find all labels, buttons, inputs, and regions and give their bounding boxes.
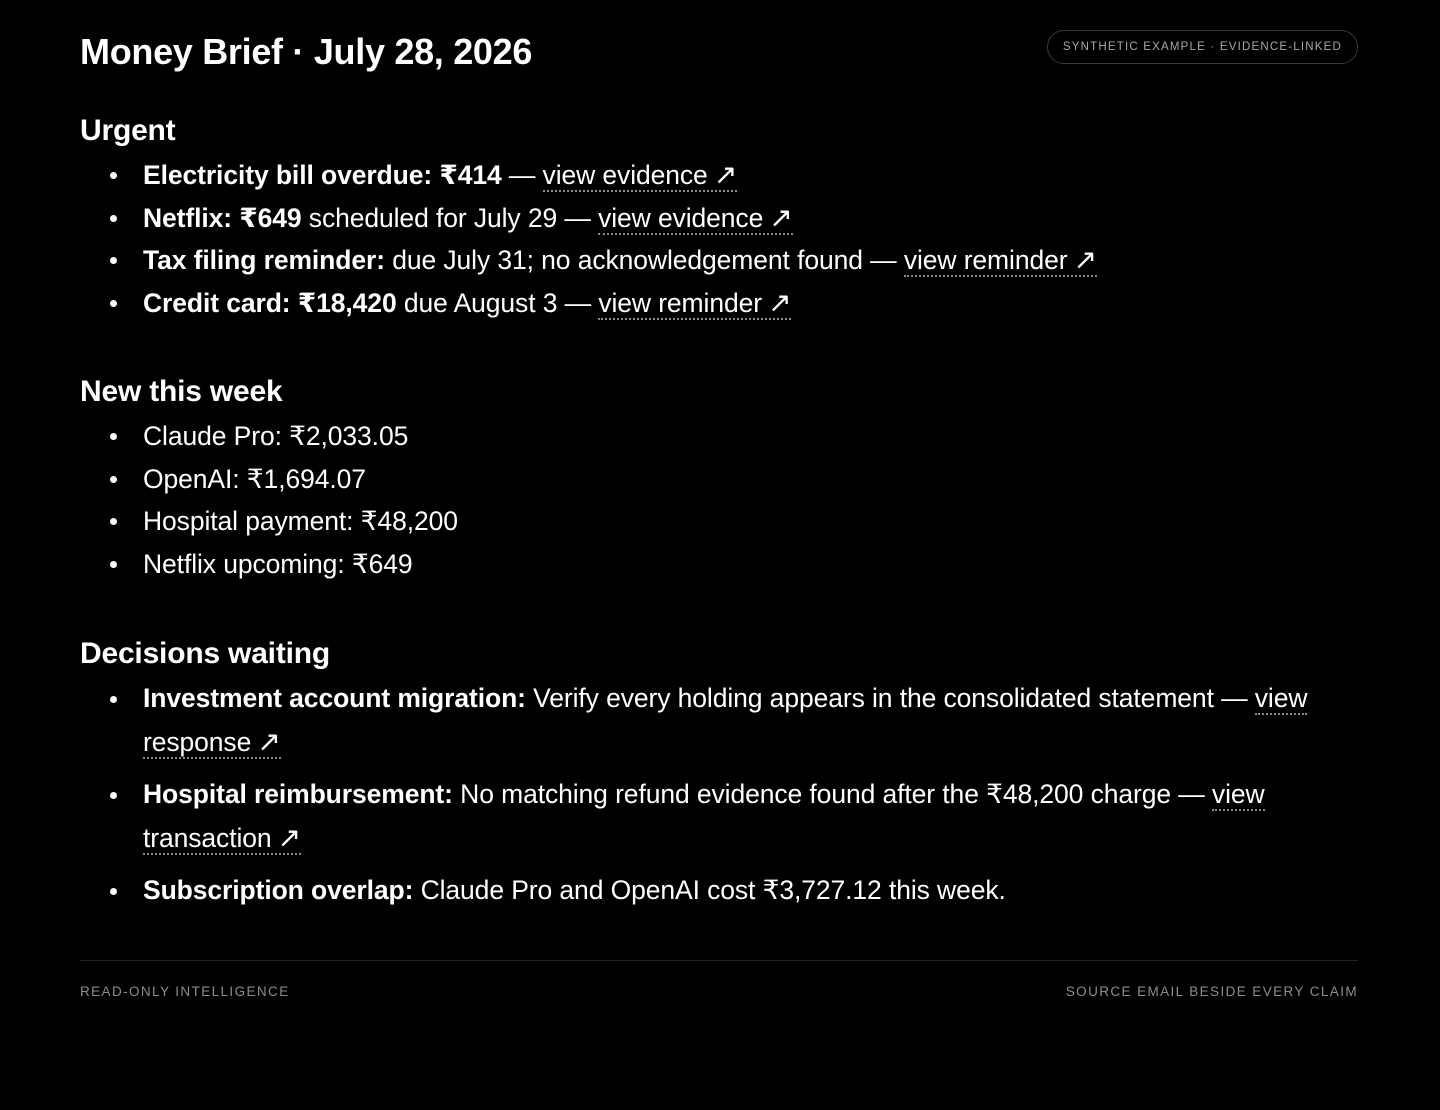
money-brief-page bbox=[80, 0, 1358, 110]
link-label[interactable]: view response bbox=[143, 683, 1308, 757]
item-text: — bbox=[501, 160, 543, 190]
external-link-icon[interactable]: ↗ bbox=[277, 822, 301, 853]
new-this-week-list bbox=[80, 415, 1358, 585]
section-heading-urgent-visible: Urgent bbox=[80, 114, 176, 147]
item-label: Tax filing reminder: bbox=[143, 245, 385, 275]
footer-source-note: SOURCE EMAIL BESIDE EVERY CLAIM bbox=[1065, 984, 1358, 999]
page-footer bbox=[80, 960, 1358, 1021]
link-label[interactable]: view reminder bbox=[903, 245, 1068, 275]
brief-header bbox=[80, 0, 1358, 110]
view-evidence-link[interactable] bbox=[598, 203, 793, 235]
list-item bbox=[80, 773, 1358, 860]
item-text: No matching refund evidence found after the ₹48,200 charge — bbox=[452, 779, 1212, 809]
item-label: Netflix: ₹649 bbox=[143, 202, 302, 233]
item-label: Electricity bill overdue: ₹414 bbox=[143, 160, 502, 190]
synthetic-example-badge: SYNTHETIC EXAMPLE · EVIDENCE-LINKED bbox=[1047, 30, 1358, 64]
list-item bbox=[80, 154, 1358, 197]
view-reminder-link[interactable] bbox=[904, 245, 1097, 277]
list-item: Claude Pro: ₹2,033.05 bbox=[80, 415, 1358, 458]
decisions-list bbox=[80, 677, 1358, 912]
list-item bbox=[80, 239, 1358, 282]
new-this-week-block bbox=[80, 372, 1358, 585]
item-text: due August 3 — bbox=[396, 287, 599, 318]
list-item bbox=[80, 869, 1358, 912]
item-label: Credit card: ₹18,420 bbox=[143, 287, 397, 318]
link-label[interactable]: view reminder bbox=[598, 287, 762, 318]
view-reminder-link[interactable] bbox=[598, 288, 791, 320]
list-item bbox=[80, 282, 1358, 325]
page-title: Money Brief · July 28, 2026 bbox=[80, 31, 533, 72]
item-text: Verify every holding appears in the consolidated statement — bbox=[525, 683, 1255, 713]
item-text: Claude Pro and OpenAI cost ₹3,727.12 this week. bbox=[413, 875, 1006, 905]
item-label: Hospital reimbursement: bbox=[143, 779, 453, 809]
link-label[interactable]: view evidence bbox=[598, 202, 764, 233]
list-item bbox=[80, 197, 1358, 240]
external-link-icon[interactable]: ↗ bbox=[767, 286, 792, 318]
link-label[interactable]: view evidence bbox=[542, 160, 708, 190]
list-item: OpenAI: ₹1,694.07 bbox=[80, 458, 1358, 501]
item-text: due July 31; no acknowledgement found — bbox=[384, 245, 904, 275]
external-link-icon[interactable]: ↗ bbox=[713, 159, 738, 190]
list-item: Hospital payment: ₹48,200 bbox=[80, 500, 1358, 543]
list-item: Netflix upcoming: ₹649 bbox=[80, 543, 1358, 586]
item-text: scheduled for July 29 — bbox=[301, 202, 599, 233]
list-item bbox=[80, 677, 1358, 764]
footer-read-only-note: READ-ONLY INTELLIGENCE bbox=[80, 984, 290, 999]
external-link-icon[interactable]: ↗ bbox=[769, 201, 793, 233]
external-link-icon[interactable]: ↗ bbox=[257, 726, 281, 757]
urgent-list bbox=[80, 154, 1358, 324]
link-label[interactable]: view transaction bbox=[143, 779, 1265, 853]
view-evidence-link[interactable] bbox=[543, 160, 738, 192]
urgent-block bbox=[80, 111, 1358, 324]
section-heading-new-this-week: New this week bbox=[80, 375, 283, 408]
external-link-icon[interactable]: ↗ bbox=[1073, 244, 1097, 275]
section-heading-decisions: Decisions waiting bbox=[80, 637, 330, 670]
decisions-block bbox=[80, 634, 1358, 921]
item-label: Investment account migration: bbox=[143, 683, 526, 713]
item-label: Subscription overlap: bbox=[143, 875, 414, 905]
